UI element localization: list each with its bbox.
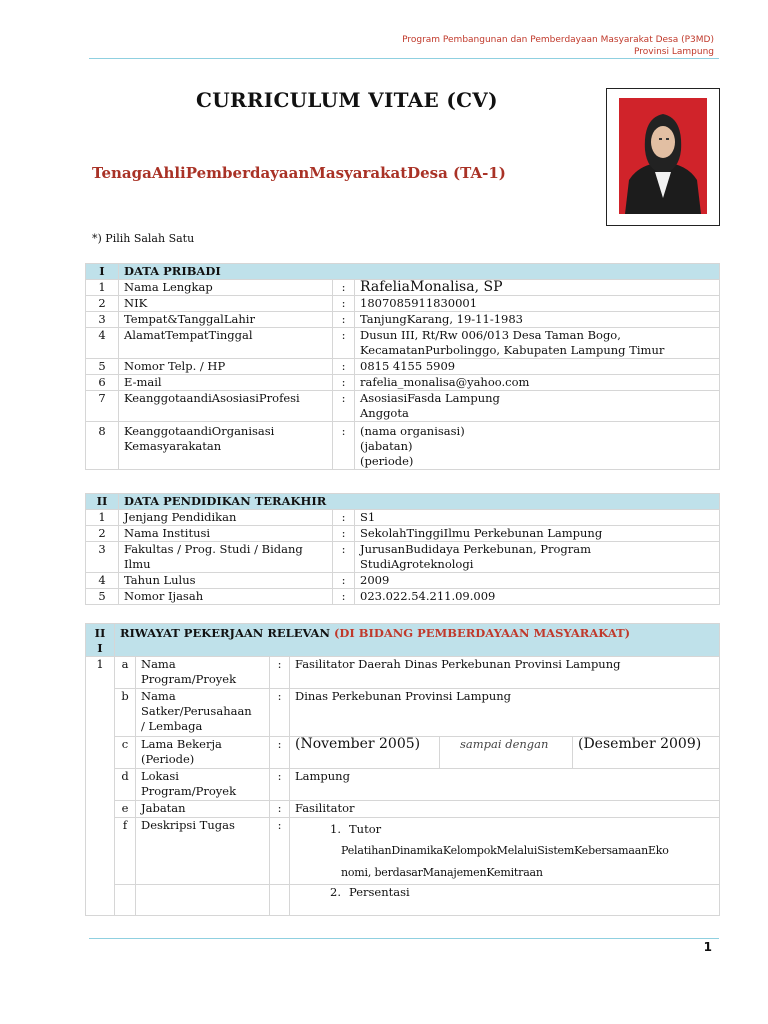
table-row bbox=[86, 375, 720, 391]
organization-period: (periode) bbox=[360, 454, 414, 468]
row-value: SekolahTinggiIlmu Perkebunan Lampung bbox=[355, 526, 720, 542]
task-item bbox=[295, 818, 714, 840]
item-letter: e bbox=[115, 801, 136, 818]
task-detail-line-2: nomi, berdasarManajemenKemitraan bbox=[341, 866, 543, 879]
table-row bbox=[86, 689, 720, 737]
task-detail-line-1: PelatihanDinamikaKelompokMelaluiSistemKebersamaanEko bbox=[341, 844, 669, 857]
section-header-work bbox=[86, 624, 720, 657]
task-title: Persentasi bbox=[349, 885, 410, 899]
colon: : bbox=[333, 375, 355, 391]
section-title bbox=[115, 624, 720, 657]
header-program-line: Program Pembangunan dan Pemberdayaan Masyarakat Desa (P3MD) bbox=[402, 35, 714, 45]
task-description bbox=[290, 818, 720, 885]
major-line-1: JurusanBudidaya Perkebunan, Program bbox=[360, 542, 592, 556]
row-value bbox=[355, 328, 720, 359]
row-number: 2 bbox=[86, 296, 119, 312]
colon: : bbox=[270, 818, 290, 885]
row-value: 2009 bbox=[355, 573, 720, 589]
row-value: S1 bbox=[355, 510, 720, 526]
colon: : bbox=[333, 391, 355, 422]
colon: : bbox=[270, 737, 290, 769]
row-label: Jabatan bbox=[136, 801, 270, 818]
colon: : bbox=[333, 280, 355, 296]
empty-cell bbox=[270, 885, 290, 916]
page-title: CURRICULUM VITAE (CV) bbox=[196, 88, 498, 112]
row-label: Deskripsi Tugas bbox=[136, 818, 270, 885]
row-number: 7 bbox=[86, 391, 119, 422]
section-number: I bbox=[86, 264, 119, 280]
row-label-line-1: KeanggotaandiOrganisasi bbox=[124, 424, 275, 438]
row-value bbox=[355, 542, 720, 573]
colon: : bbox=[333, 526, 355, 542]
section-title-main: RIWAYAT PEKERJAAN RELEVAN bbox=[120, 626, 330, 640]
colon: : bbox=[333, 359, 355, 375]
row-label-line-1: Lama Bekerja bbox=[141, 737, 222, 751]
row-label-line-3: / Lembaga bbox=[141, 719, 203, 733]
row-label: KeanggotaandiAsosiasiProfesi bbox=[119, 391, 333, 422]
row-value: 1807085911830001 bbox=[355, 296, 720, 312]
task-item bbox=[295, 885, 714, 900]
task-number: 2. bbox=[330, 885, 341, 899]
row-label: Nomor Telp. / HP bbox=[119, 359, 333, 375]
colon: : bbox=[333, 312, 355, 328]
section-header-education bbox=[86, 494, 720, 510]
row-label bbox=[136, 689, 270, 737]
task-description bbox=[290, 885, 720, 916]
association-name: AsosiasiFasda Lampung bbox=[360, 391, 500, 405]
row-label: Nama Lengkap bbox=[119, 280, 333, 296]
row-label-line-2: Program/Proyek bbox=[141, 784, 237, 798]
empty-cell bbox=[136, 885, 270, 916]
row-label: Tempat&TanggalLahir bbox=[119, 312, 333, 328]
row-label-line-2: Ilmu bbox=[124, 557, 151, 571]
row-label-line-1: Lokasi bbox=[141, 769, 179, 783]
row-value bbox=[355, 422, 720, 470]
row-value: TanjungKarang, 19-11-1983 bbox=[355, 312, 720, 328]
table-row bbox=[86, 818, 720, 885]
section-title: DATA PRIBADI bbox=[119, 264, 720, 280]
address-line-2: KecamatanPurbolinggo, Kabupaten Lampung Timur bbox=[360, 343, 665, 357]
table-row bbox=[86, 801, 720, 818]
row-number: 6 bbox=[86, 375, 119, 391]
major-line-2: StudiAgroteknologi bbox=[360, 557, 474, 571]
row-value: Fasilitator Daerah Dinas Perkebunan Provinsi Lampung bbox=[290, 657, 720, 689]
table-row bbox=[86, 359, 720, 375]
row-value: RafeliaMonalisa, SP bbox=[355, 280, 720, 296]
section-header-personal bbox=[86, 264, 720, 280]
row-label: NIK bbox=[119, 296, 333, 312]
table-row bbox=[86, 573, 720, 589]
row-value: rafelia_monalisa@yahoo.com bbox=[355, 375, 720, 391]
row-value bbox=[355, 391, 720, 422]
colon: : bbox=[333, 296, 355, 312]
position-subtitle: TenagaAhliPemberdayaanMasyarakatDesa (TA-1) bbox=[92, 164, 506, 182]
row-label: Tahun Lulus bbox=[119, 573, 333, 589]
section-number: II bbox=[86, 494, 119, 510]
section-number-part-1: II bbox=[94, 626, 106, 640]
row-label bbox=[136, 737, 270, 769]
row-value: 023.022.54.211.09.009 bbox=[355, 589, 720, 605]
task-number: 1. bbox=[330, 822, 341, 836]
profile-photo-frame bbox=[606, 88, 720, 226]
item-letter: c bbox=[115, 737, 136, 769]
table-row bbox=[86, 422, 720, 470]
colon: : bbox=[270, 801, 290, 818]
header-province-line: Provinsi Lampung bbox=[634, 47, 714, 57]
item-letter: b bbox=[115, 689, 136, 737]
row-label-line-2: Satker/Perusahaan bbox=[141, 704, 252, 718]
association-role: Anggota bbox=[360, 406, 409, 420]
colon: : bbox=[333, 328, 355, 359]
table-row bbox=[86, 328, 720, 359]
organization-name: (nama organisasi) bbox=[360, 424, 465, 438]
item-letter: f bbox=[115, 818, 136, 885]
colon: : bbox=[270, 657, 290, 689]
row-value: Lampung bbox=[290, 769, 720, 801]
row-number: 3 bbox=[86, 312, 119, 328]
table-row bbox=[86, 296, 720, 312]
row-number: 2 bbox=[86, 526, 119, 542]
table-row bbox=[86, 312, 720, 328]
row-label bbox=[119, 542, 333, 573]
document-header bbox=[402, 34, 714, 58]
row-number: 1 bbox=[86, 280, 119, 296]
table-row bbox=[86, 510, 720, 526]
row-label-line-2: (Periode) bbox=[141, 752, 195, 766]
row-number: 3 bbox=[86, 542, 119, 573]
row-label bbox=[136, 769, 270, 801]
row-number: 8 bbox=[86, 422, 119, 470]
row-number: 4 bbox=[86, 328, 119, 359]
empty-cell bbox=[115, 885, 136, 916]
education-table bbox=[85, 493, 720, 605]
row-label bbox=[136, 657, 270, 689]
personal-data-table bbox=[85, 263, 720, 470]
table-row bbox=[86, 737, 720, 769]
table-row bbox=[86, 280, 720, 296]
table-row bbox=[86, 589, 720, 605]
period-start: (November 2005) bbox=[290, 737, 440, 769]
colon: : bbox=[270, 689, 290, 737]
table-row bbox=[86, 526, 720, 542]
section-title-qualifier: (DI BIDANG PEMBERDAYAAN MASYARAKAT) bbox=[333, 626, 631, 640]
header-divider bbox=[89, 58, 719, 59]
row-number: 4 bbox=[86, 573, 119, 589]
entry-number: 1 bbox=[86, 657, 115, 916]
section-number-part-2: I bbox=[97, 641, 103, 655]
organization-role: (jabatan) bbox=[360, 439, 413, 453]
page-number: 1 bbox=[703, 940, 712, 954]
selection-note: *) Pilih Salah Satu bbox=[92, 232, 195, 245]
row-label: E-mail bbox=[119, 375, 333, 391]
address-line-1: Dusun III, Rt/Rw 006/013 Desa Taman Bogo, bbox=[360, 328, 621, 342]
row-label-line-2: Kemasyarakatan bbox=[124, 439, 222, 453]
colon: : bbox=[333, 589, 355, 605]
row-label-line-1: Nama bbox=[141, 657, 176, 671]
table-row bbox=[86, 391, 720, 422]
row-label: AlamatTempatTinggal bbox=[119, 328, 333, 359]
row-number: 5 bbox=[86, 589, 119, 605]
task-detail bbox=[295, 840, 714, 884]
table-row bbox=[86, 542, 720, 573]
footer-divider bbox=[89, 938, 719, 939]
row-label: Nama Institusi bbox=[119, 526, 333, 542]
row-number: 5 bbox=[86, 359, 119, 375]
period-separator: sampai dengan bbox=[440, 737, 573, 769]
item-letter: d bbox=[115, 769, 136, 801]
table-row bbox=[86, 769, 720, 801]
colon: : bbox=[270, 769, 290, 801]
colon: : bbox=[333, 573, 355, 589]
row-label: Jenjang Pendidikan bbox=[119, 510, 333, 526]
profile-photo bbox=[619, 98, 707, 214]
row-label-line-2: Program/Proyek bbox=[141, 672, 237, 686]
row-value: Dinas Perkebunan Provinsi Lampung bbox=[290, 689, 720, 737]
section-title: DATA PENDIDIKAN TERAKHIR bbox=[119, 494, 720, 510]
work-history-table bbox=[85, 623, 720, 916]
colon: : bbox=[333, 542, 355, 573]
row-value: 0815 4155 5909 bbox=[355, 359, 720, 375]
row-label bbox=[119, 422, 333, 470]
table-row bbox=[86, 885, 720, 916]
colon: : bbox=[333, 510, 355, 526]
item-letter: a bbox=[115, 657, 136, 689]
row-value: Fasilitator bbox=[290, 801, 720, 818]
colon: : bbox=[333, 422, 355, 470]
task-title: Tutor bbox=[349, 822, 382, 836]
row-label-line-1: Fakultas / Prog. Studi / Bidang bbox=[124, 542, 303, 556]
table-row bbox=[86, 657, 720, 689]
row-label: Nomor Ijasah bbox=[119, 589, 333, 605]
section-number bbox=[86, 624, 115, 657]
row-number: 1 bbox=[86, 510, 119, 526]
row-label-line-1: Nama bbox=[141, 689, 176, 703]
period-end: (Desember 2009) bbox=[573, 737, 720, 769]
